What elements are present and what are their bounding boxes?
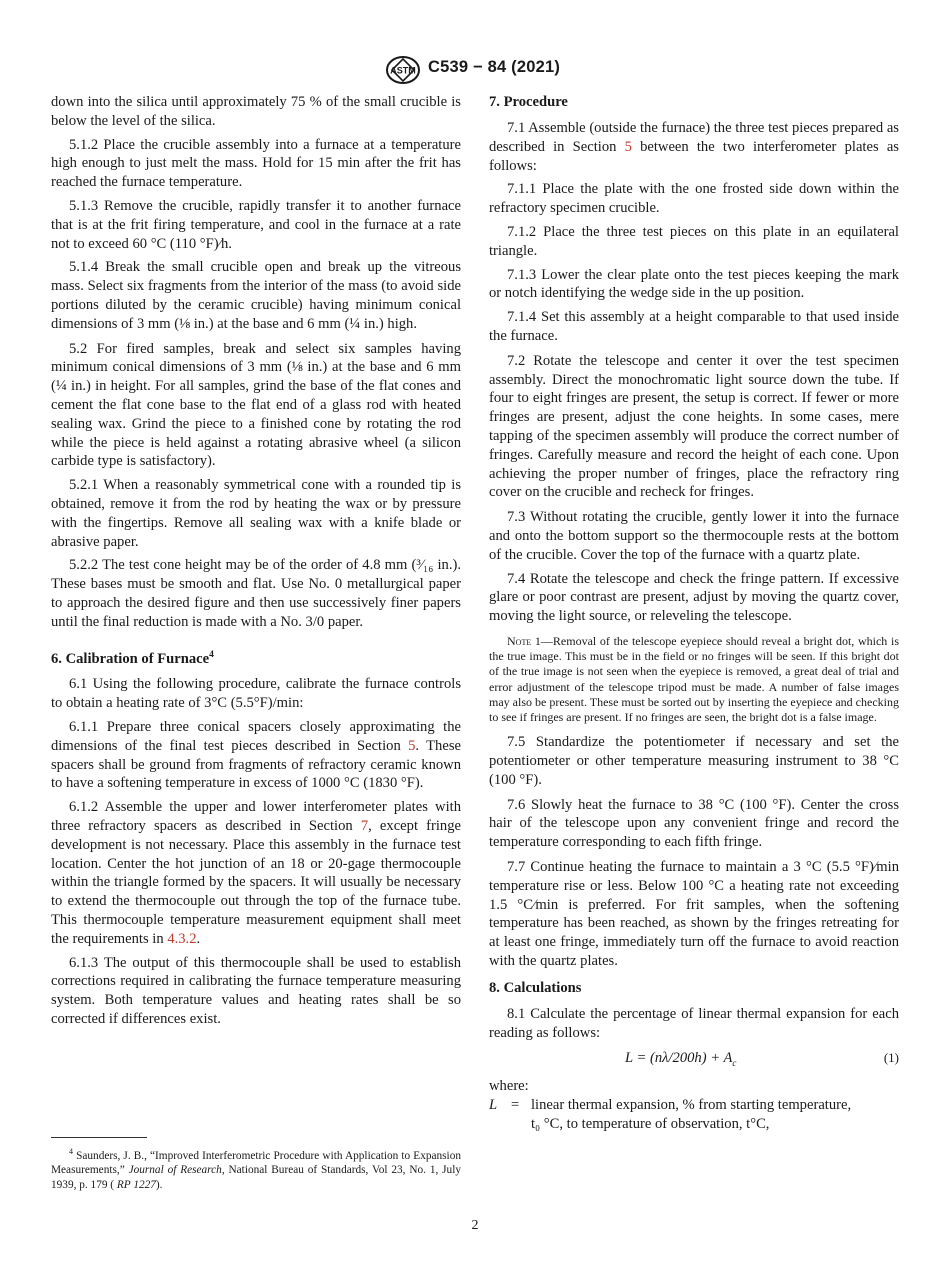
page-number: 2 [471,1218,479,1233]
definition-symbol: L [489,1097,498,1114]
paragraph-7-1-3: 7.1.3 Lower the clear plate onto the test pieces keeping the mark or notch identifying the wedge side in the up position. [489,266,899,302]
definition-text-line-1: linear thermal expansion, % from starting temperature, [531,1097,852,1114]
paragraph-6-1-1: 6.1.1 Prepare three conical spacers closely approximating the dimensions of the final test pieces described in Section 5. These spacers shall be ground from fragments of refractory ceramic known to have a softening temperature in excess of 1000 °C (1830 °F). [51,718,461,792]
document-designation: C539 − 84 (2021) [428,58,561,76]
section-5-link[interactable]: 5 [408,737,416,754]
section-7-heading: 7. Procedure [489,94,568,110]
page-header [0,56,950,84]
paragraph-7-7: 7.7 Continue heating the furnace to maintain a 3 °C (5.5 °F)⁄min temperature rise or less. Below 100 °C a heating rate not exceeding 1.5 °C⁄min is preferred. For frit samples, when the softening temperature has been reached, as shown by the fringes retreating for at least one fringe, immediately turn off the furnace to avoid reaction with the quartz plates. [489,858,899,969]
where-label: where: [489,1078,529,1095]
note-1: Note 1—Removal of the telescope eyepiece should reveal a bright dot, which is the true image. This must be in the field or no fringes will be seen. If this bright dot of the true image is not seen when the eyepiece is removed, a great deal of trial and error adjustment of the telescope tripod must be made. A number of false images may also be present. These must be sorted out by inserting the eyepiece and checking to see if fringes are present. If no fringes are seen, the bright dot is a false image. [489,633,899,724]
svg-text:ASTM: ASTM [390,65,416,76]
paragraph-5-2: 5.2 For fired samples, break and select six samples having minimum conical dimensions of 3 mm (⅛ in.) at the base and 6 mm (¼ in.) in height. For all samples, grind the base of the flat cones and cement the flat cone base to the flat end of a glass rod with heated sealing wax. Grind the piece to a finished cone by rotating the rod while the piece is held against a rotating abrasive wheel (a silicon carbide type is satisfactory). [51,340,461,470]
paragraph-5-1-3: 5.1.3 Remove the crucible, rapidly transfer it to another furnace that is at the frit firing temperature, and cool in the furnace at a rate not to exceed 60 °C (110 °F)⁄h. [51,197,461,252]
paragraph-5-1-4: 5.1.4 Break the small crucible open and break up the vitreous mass. Select six fragments from the interior of the mass (to avoid side portions diluted by the ceramic crucible) having minimum conical dimensions of 3 mm (⅛ in.) at the base and 6 mm (¼ in.) high. [51,259,461,332]
equation-expression: $L = (n\lambda/200h) + A_c$ [625,1050,737,1069]
paragraph-7-5: 7.5 Standardize the potentiometer if necessary and set the potentiometer or other temperature measuring instrument to 38 °C (100 °F). [489,734,899,788]
definition-text-line-2: t₀ °C, to temperature of observation, t°C, [531,1115,770,1132]
definition-L [489,1096,899,1134]
definition-equals: = [511,1097,520,1114]
paragraph-7-6: 7.6 Slowly heat the furnace to 38 °C (100 °F). Center the cross hair of the telescope upon any convenient fringe and record the temperature corresponding to each fifth fringe. [489,796,899,851]
paragraph-6-1: 6.1 Using the following procedure, calibrate the furnace controls to obtain a heating rate of 3°C (5.5°F)/min: [51,676,461,712]
paragraph-7-2: 7.2 Rotate the telescope and center it over the test specimen assembly. Direct the monochromatic light source down the tube. If four to eight fringes are present, the setup is correct. If fewer or more fringes are present, adjust the cone heights. In some cases, mere tapping of the specimen assembly will produce the correct number of fringes. Carefully measure and record the height of each cone. Upon achieving the proper number of fringes, place the refractory ring cover on the crucible and recheck for fringes. [489,352,899,501]
paragraph-5-2-2: 5.2.2 The test cone height may be of the order of 4.8 mm (³⁄₁₆ in.). These bases must be smooth and flat. Use No. 0 metallurgical paper to approach the desired figure and then use successively finer papers until the final reduction is made with a No. 3/0 paper. [51,557,461,630]
equation-number: (1) [883,1050,899,1066]
footnote-divider [51,1137,147,1138]
paragraph-8-1: 8.1 Calculate the percentage of linear thermal expansion for each reading as follows: [489,1005,899,1041]
paragraph-7-3: 7.3 Without rotating the crucible, gently lower it into the furnace and onto the bottom support so the thermocouple rests at the bottom of the crucible. Cover the top of the furnace with a quartz plate. [489,509,899,563]
section-6-heading: 6. Calibration of Furnace$^4$ [51,649,214,667]
paragraph-5-1-1-continued: down into the silica until approximately 75 % of the small crucible is below the level of the silica. [51,94,461,129]
right-column [489,93,899,1134]
paragraph-7-1-4: 7.1.4 Set this assembly at a height comparable to that used inside the furnace. [489,309,899,344]
paragraph-7-1-2: 7.1.2 Place the three test pieces on this plate in an equilateral triangle. [489,223,899,259]
section-4-3-2-link[interactable]: 4.3.2 [167,930,197,947]
paragraph-5-2-1: 5.2.1 When a reasonably symmetrical cone with a rounded tip is obtained, remove it from the rod by heating the wax or by pressure with the fingertips. Remove all sealing wax with a knife blade or abrasive paper. [51,477,461,550]
paragraph-7-1: 7.1 Assemble (outside the furnace) the three test pieces prepared as described in Section 5 between the two interferometer plates as follows: [489,120,899,174]
paragraph-7-1-1: 7.1.1 Place the plate with the one frosted side down within the refractory specimen crucible. [489,181,899,217]
footnote-marker[interactable]: 4 [209,649,214,660]
footnote-4: $^4$ Saunders, J. B., “Improved Interferometric Procedure with Application to Expansion Measurements,” Journal of Research, National Bureau of Standards, Vol 23, No. 1, July 1939, p. 179 ( RP 1227). [51,1147,461,1191]
paragraph-6-1-2: 6.1.2 Assemble the upper and lower interferometer plates with three refractory spacers as described in Section 7, except fringe development is not necessary. Place this assembly in the furnace test location. Center the hot junction of an 18 or 20-gage thermocouple within the triangle formed by the spacers. It will usually be necessary to extend the thermocouple out through the top of the furnace tube. This thermocouple temperature measurement equipment shall meet the requirements in 4.3.2. [51,799,462,947]
section-8-heading: 8. Calculations [489,979,582,996]
rp-reference: RP 1227 [116,1178,156,1191]
left-column [51,93,461,1034]
section-5-link[interactable]: 5 [624,138,632,155]
equation-1 [489,1047,899,1071]
section-7-link[interactable]: 7 [360,817,369,834]
astm-logo-icon [386,56,420,84]
paragraph-6-1-3: 6.1.3 The output of this thermocouple shall be used to establish corrections required in calibrating the furnace temperature measuring system. Both temperature values and heating rates shall be so corrected if differences exist. [51,954,461,1027]
paragraph-7-4: 7.4 Rotate the telescope and check the fringe pattern. If excessive glare or poor contrast are present, adjust by moving the quartz cover, moving the light source, or releveling the telescope. [489,570,899,625]
paragraph-5-1-2: 5.1.2 Place the crucible assembly into a furnace at a temperature high enough to just melt the mass. Hold for 15 min after the frit has reached the furnace temperature. [51,136,461,191]
